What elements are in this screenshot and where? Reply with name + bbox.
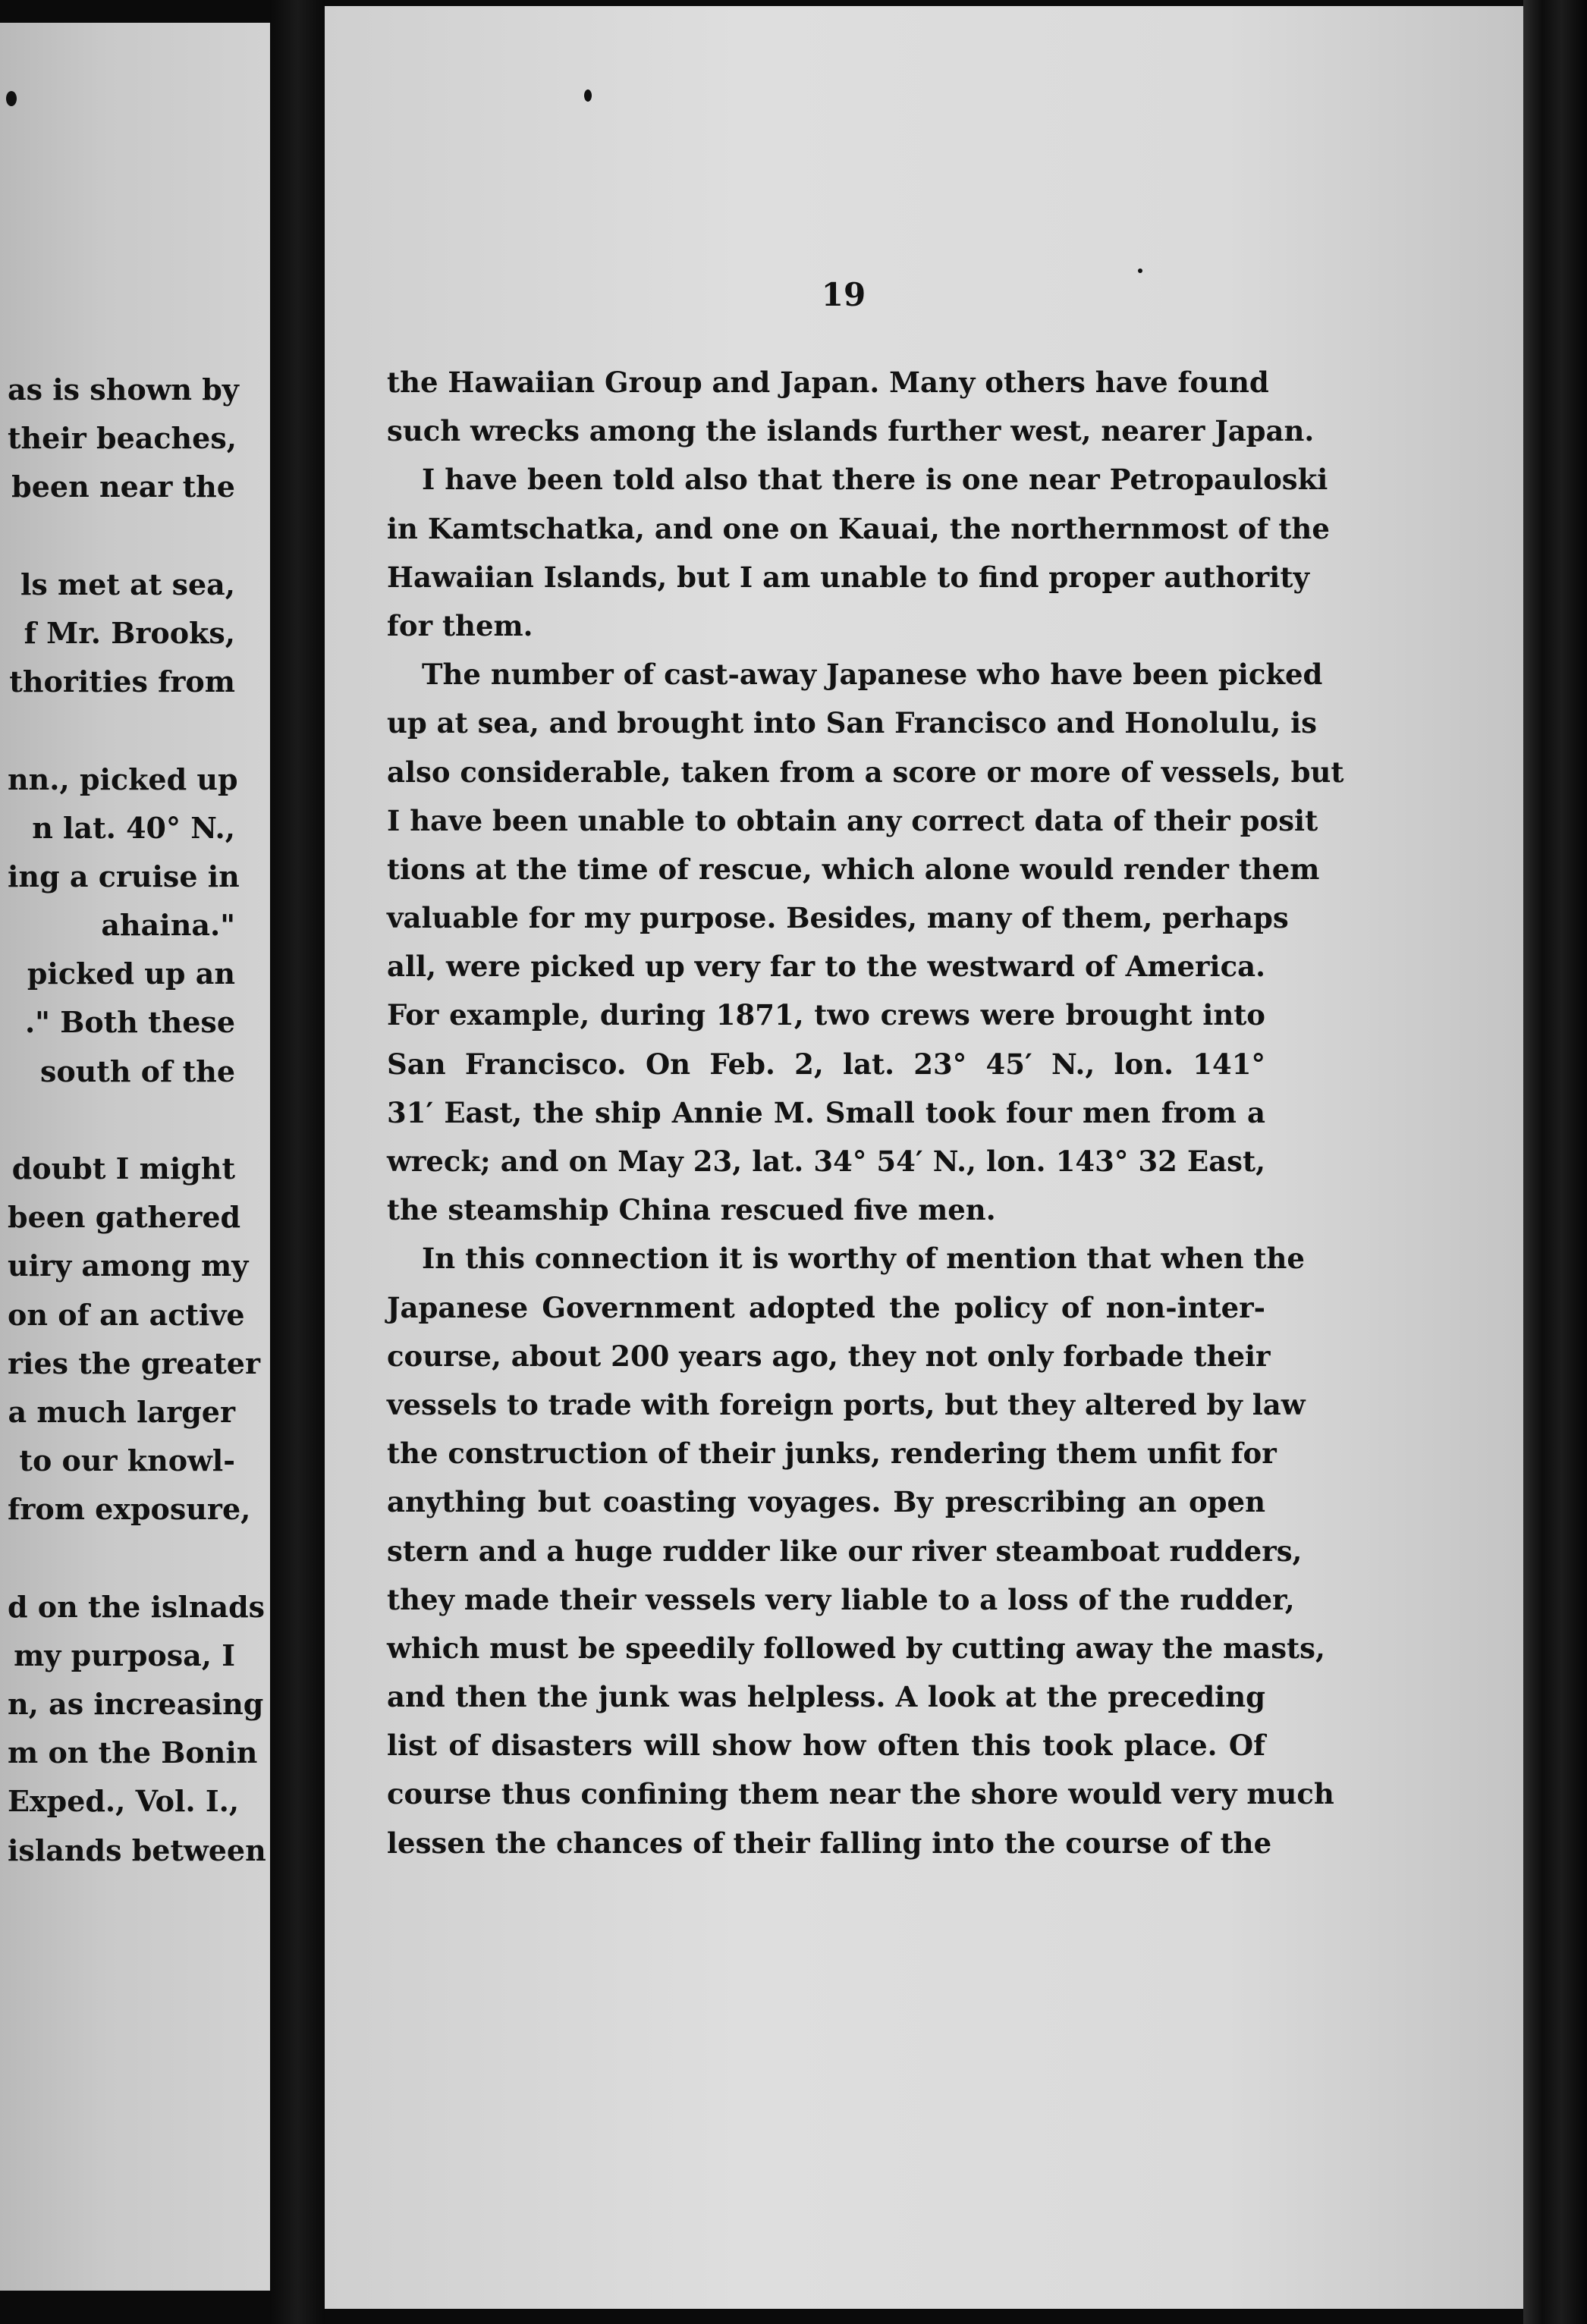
ink-speck (584, 90, 592, 102)
left-line: been near the (11, 470, 235, 504)
text-line: up at sea, and brought into San Francisco and Honolulu, is (387, 706, 1318, 740)
left-line-gap (8, 512, 235, 561)
page-number: 19 (821, 276, 866, 313)
left-line: uiry among my (8, 1248, 249, 1283)
left-line: thorities from (9, 664, 235, 699)
text-line: vessels to trade with foreign ports, but they altered by law (387, 1387, 1306, 1421)
left-line: islands between (8, 1833, 266, 1867)
text-line: course thus confining them near the shore would very much (387, 1777, 1334, 1811)
ink-speck (6, 91, 17, 106)
left-line: my purposa, I (14, 1638, 235, 1672)
text-line: the steamship China rescued five men. (387, 1193, 996, 1227)
text-line: For example, during 1871, two crews were brought into (387, 998, 1265, 1032)
page-gutter (270, 0, 325, 2324)
text-line: the construction of their junks, rendering them unfit for (387, 1437, 1277, 1471)
page-body (387, 358, 1344, 1867)
text-line: lessen the chances of their falling into the course of the (387, 1826, 1272, 1860)
text-line: they made their vessels very liable to a loss of the rudder, (387, 1582, 1295, 1616)
book-page (325, 6, 1523, 2309)
left-line: Exped., Vol. I., (8, 1784, 240, 1819)
text-line: for them. (387, 608, 533, 642)
text-line: Hawaiian Islands, but I am unable to find proper authority (387, 560, 1309, 594)
left-line: ahaina." (101, 908, 235, 943)
text-line: course, about 200 years ago, they not only forbade their (387, 1339, 1271, 1373)
left-line: doubt I might (11, 1151, 235, 1186)
text-line: I have been told also that there is one near Petropauloski (422, 463, 1328, 497)
left-line: been gathered (8, 1200, 241, 1235)
text-line: such wrecks among the islands further west, nearer Japan. (387, 414, 1315, 448)
text-line: all, were picked up very far to the westward of America. (387, 950, 1265, 984)
left-line: south of the (39, 1054, 235, 1088)
left-line-gap (8, 706, 235, 755)
text-line: San Francisco. On Feb. 2, lat. 23° 45′ N., lon. 141° (387, 1047, 1265, 1081)
text-line: in Kamtschatka, and one on Kauai, the northernmost of the (387, 511, 1330, 545)
left-line: from exposure, (8, 1492, 251, 1527)
left-line-gap (8, 1534, 235, 1583)
text-line: list of disasters will show how often this took place. Of (387, 1729, 1265, 1763)
left-line: m on the Bonin (8, 1735, 258, 1770)
left-line: to our knowl- (19, 1443, 235, 1478)
left-line: nn., picked up (8, 762, 238, 796)
text-line: which must be speedily followed by cutting away the masts, (387, 1631, 1325, 1665)
left-line: on of an active (8, 1297, 245, 1332)
left-line: their beaches, (8, 421, 237, 456)
ink-speck (1138, 269, 1142, 273)
text-line: stern and a huge rudder like our river steamboat rudders, (387, 1534, 1303, 1568)
text-line: the Hawaiian Group and Japan. Many others have found (387, 366, 1269, 399)
text-line: anything but coasting voyages. By prescribing an open (387, 1485, 1265, 1519)
left-line: n, as increasing (8, 1687, 264, 1722)
text-line: 31′ East, the ship Annie M. Small took four men from a (387, 1095, 1265, 1129)
left-line: ls met at sea, (20, 567, 235, 601)
left-line: d on the islnads (8, 1589, 266, 1624)
left-line: picked up an (27, 956, 235, 991)
left-line: f Mr. Brooks, (24, 615, 235, 650)
text-line: tions at the time of rescue, which alone would render them (387, 852, 1320, 886)
previous-page-fragment (0, 23, 270, 2291)
text-line: I have been unable to obtain any correct data of their posit (387, 803, 1318, 837)
left-line: ing a cruise in (8, 859, 240, 893)
left-line: n lat. 40° N., (32, 810, 235, 845)
text-line: and then the junk was helpless. A look at the preceding (387, 1680, 1265, 1714)
left-line: ries the greater (8, 1346, 260, 1380)
text-line: The number of cast-away Japanese who have been picked (422, 658, 1323, 692)
text-line: In this connection it is worthy of mention that when the (422, 1242, 1305, 1276)
left-line-gap (8, 1096, 235, 1145)
text-line: also considerable, taken from a score or more of vessels, but (387, 755, 1344, 789)
book-binding-edge (1523, 0, 1587, 2324)
text-line: Japanese Government adopted the policy of non-inter- (387, 1290, 1265, 1324)
left-line: a much larger (8, 1394, 235, 1429)
left-line: ." Both these (24, 1005, 235, 1040)
text-line: valuable for my purpose. Besides, many of them, perhaps (387, 901, 1289, 935)
text-line: wreck; and on May 23, lat. 34° 54′ N., lon. 143° 32 East, (387, 1145, 1265, 1178)
left-line: as is shown by (8, 372, 239, 407)
previous-page-text (8, 366, 266, 1875)
